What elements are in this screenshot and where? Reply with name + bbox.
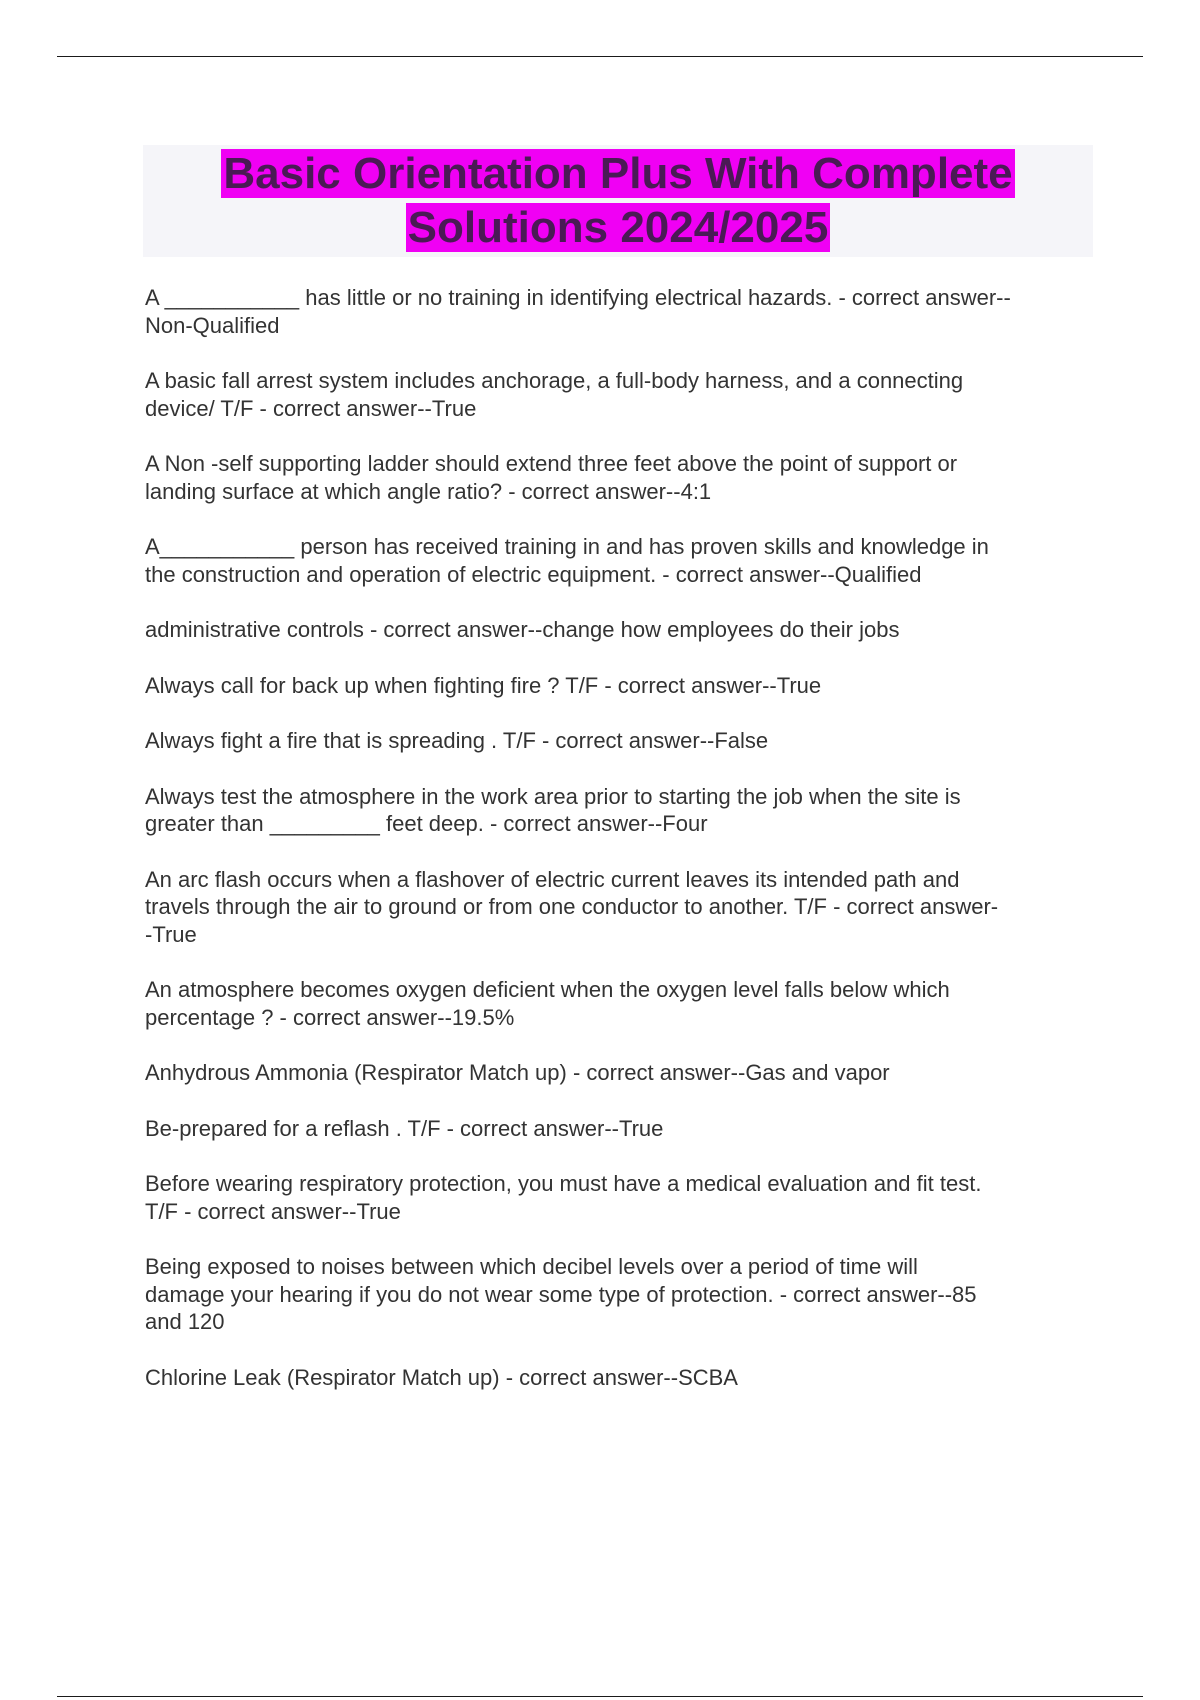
qa-item: A Non -self supporting ladder should extend three feet above the point of support or landing surface at which angle ratio? - correct answer--4:1	[145, 451, 958, 504]
bottom-rule	[57, 1696, 1143, 1697]
qa-item: A___________ person has received training in and has proven skills and knowledge in the construction and operation of electric equipment. - correct answer--Qualified	[145, 534, 989, 587]
qa-item: A basic fall arrest system includes anchorage, a full-body harness, and a connecting device/ T/F - correct answer--True	[145, 368, 964, 421]
title-block	[143, 145, 1093, 257]
top-rule	[57, 56, 1143, 57]
qa-item: Always fight a fire that is spreading . T/F - correct answer--False	[145, 728, 769, 753]
qa-list	[145, 284, 1095, 1419]
qa-item: Being exposed to noises between which decibel levels over a period of time will damage your hearing if you do not wear some type of protection. - correct answer--85 and 120	[145, 1254, 977, 1334]
page-title	[143, 145, 1093, 255]
qa-item: Always test the atmosphere in the work area prior to starting the job when the site is greater than _________ feet deep. - correct answer--Four	[145, 783, 961, 836]
qa-item: Before wearing respiratory protection, you must have a medical evaluation and fit test. T/F - correct answer--True	[145, 1171, 982, 1224]
qa-item: Be-prepared for a reflash . T/F - correct answer--True	[145, 1115, 664, 1141]
qa-item: Always call for back up when fighting fire ? T/F - correct answer--True	[145, 672, 822, 698]
title-line-2: Solutions 2024/2025	[407, 203, 829, 252]
qa-item: administrative controls - correct answer--change how employees do their jobs	[145, 617, 900, 642]
qa-item: An arc flash occurs when a flashover of electric current leaves its intended path and travels through the air to ground or from one conductor to another. T/F - correct answer- -True	[145, 866, 999, 947]
qa-item: Anhydrous Ammonia (Respirator Match up) - correct answer--Gas and vapor	[145, 1060, 890, 1085]
title-line-1: Basic Orientation Plus With Complete	[223, 149, 1013, 198]
qa-item: A ___________ has little or no training in identifying electrical hazards. - correct answer-- Non-Qualified	[145, 285, 1011, 338]
qa-item: Chlorine Leak (Respirator Match up) - correct answer--SCBA	[145, 1364, 738, 1390]
qa-item: An atmosphere becomes oxygen deficient when the oxygen level falls below which percentage ? - correct answer--19.5%	[145, 977, 950, 1030]
